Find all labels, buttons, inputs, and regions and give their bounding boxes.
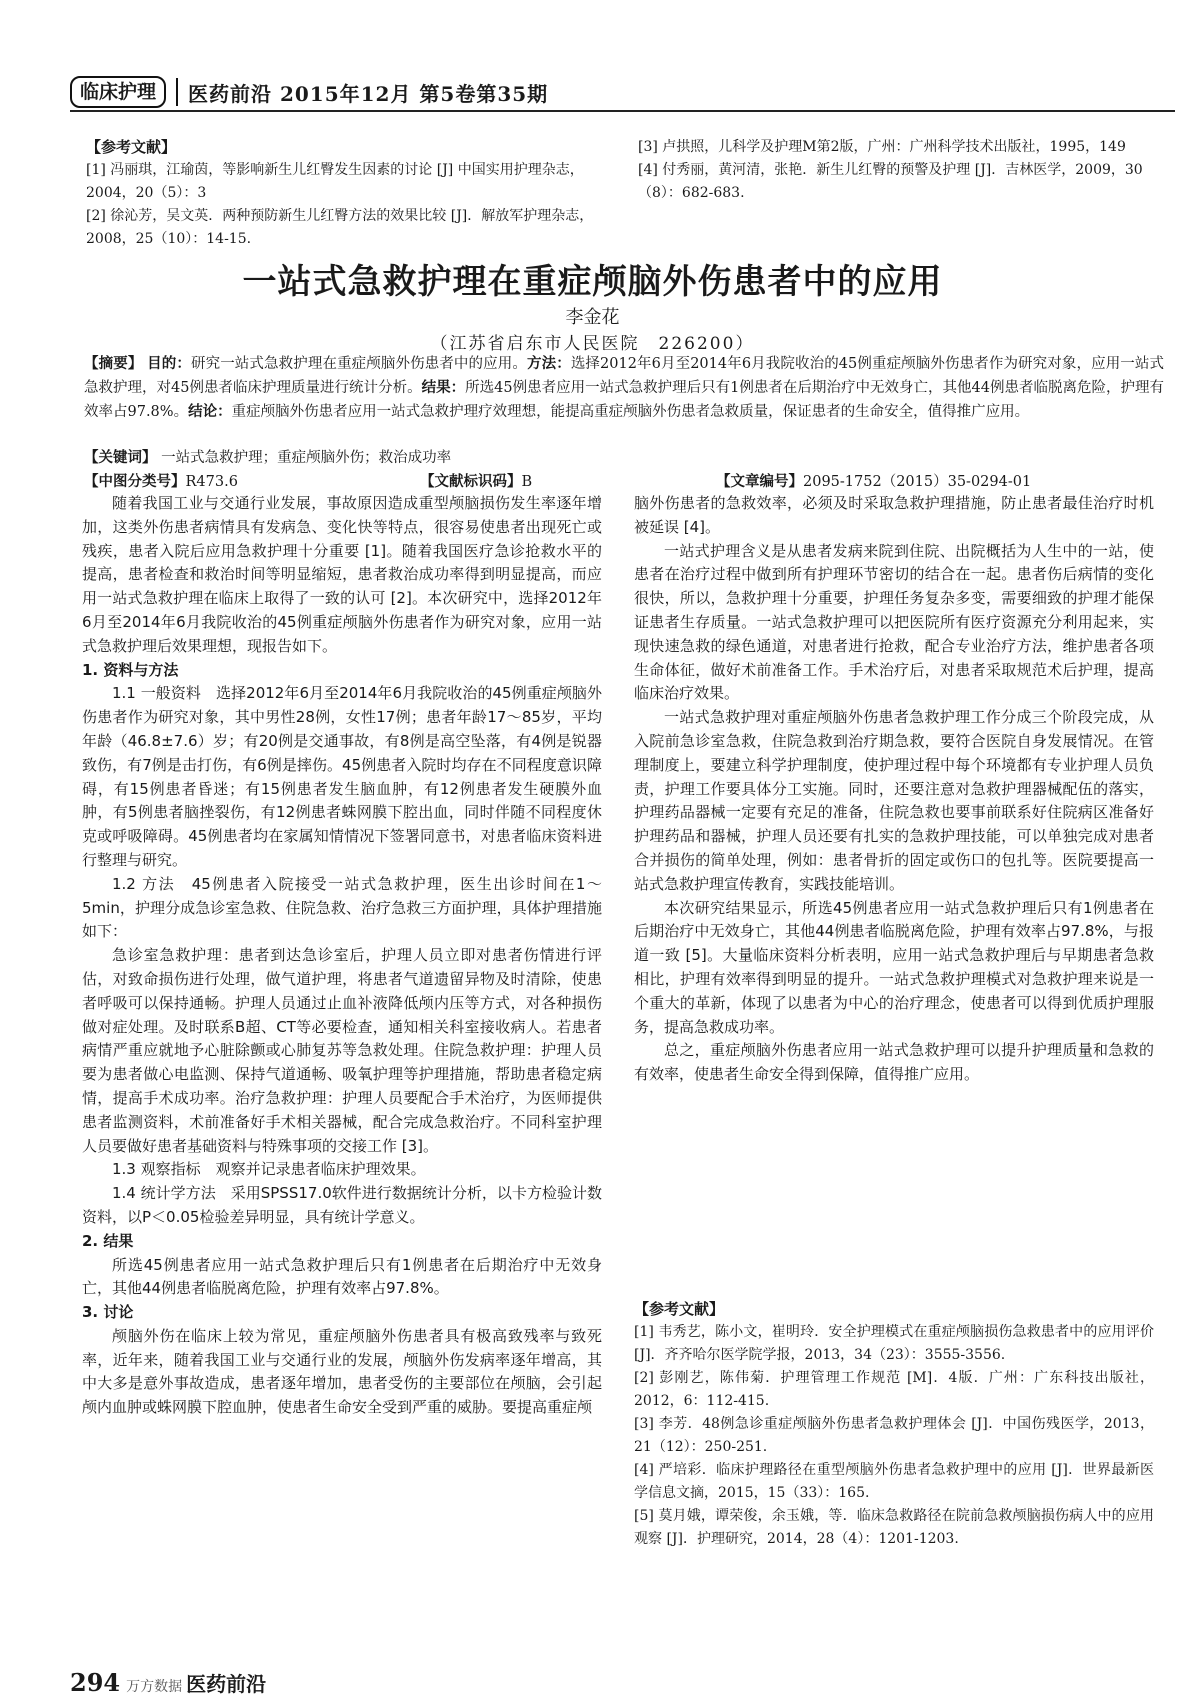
running-header bbox=[70, 74, 548, 110]
clc-label: 【中图分类号】 bbox=[84, 473, 186, 490]
abstract-objective: 研究一站式急救护理在重症颅脑外伤患者中的应用。 bbox=[190, 356, 527, 372]
prev-references-heading: 【参考文献】 bbox=[86, 138, 177, 156]
article-affiliation: （江苏省启东市人民医院 226200） bbox=[430, 334, 755, 354]
article-author: 李金花 bbox=[565, 307, 620, 328]
section-badge: 临床护理 bbox=[70, 76, 166, 108]
one-stop-definition-paragraph: 一站式护理含义是从患者发病来院到住院、出院概括为人生中的一站，使患者在治疗过程中做到所有护理环节密切的结合在一起。患者伤后病情的变化很快，所以，急救护理十分重要，护理任务复杂多变，需要细致的护理才能保证患者生存质量。一站式急救护理可以把医院所有医疗资源充分利用起来，实现快速急救的绿色通道，对患者进行抢救，配合专业治疗方法，维护患者各项生命体征，做好术前准备工作。手术治疗后，对患者采取规范术后护理，提高临床治疗效果。 bbox=[634, 541, 1154, 703]
page-number: 294 bbox=[70, 1668, 121, 1697]
document-code bbox=[420, 470, 532, 491]
reference-item: [2] 徐沁芳，吴文英．两种预防新生儿红臀方法的效果比较 [J]．解放军护理杂志，2008，25（10）：14-15. bbox=[86, 208, 594, 247]
study-results-paragraph: 本次研究结果显示，所选45例患者应用一站式急救护理后只有1例患者在后期治疗中无效身亡，其他44例患者临脱离危险，护理有效率占97.8%，与报道一致 [5]。大量临床资料分析表明，应用一站式急救护理后与早期患者急救相比，护理有效率得到明显的提升。一站式急救护理模式对急救护理来说是一个重大的革新，体现了以患者为中心的治疗理念，使患者可以得到优质护理服务，提高急救成功率。 bbox=[634, 898, 1154, 1036]
conclusion-paragraph: 总之，重症颅脑外伤患者应用一站式急救护理可以提升护理质量和急救的有效率，使患者生命安全得到保障，值得推广应用。 bbox=[634, 1041, 1154, 1084]
doc-code-label: 【文献标识码】 bbox=[420, 473, 522, 490]
reference-item: [4] 付秀丽，黄河清，张艳．新生儿红臀的预警及护理 [J]．吉林医学，2009，30（8）：682-683. bbox=[638, 162, 1143, 201]
method-paragraph: 1.2 方法 45例患者入院接受一站式急救护理，医生出诊时间在1～5min，护理分成急诊室急救、住院急救、治疗急救三方面护理，具体护理措施如下： bbox=[82, 874, 602, 941]
results-paragraph: 所选45例患者应用一站式急救护理后只有1例患者在后期治疗中无效身亡，其他44例患者临脱离危险，护理有效率占97.8%。 bbox=[82, 1255, 602, 1298]
journal-info: 医药前沿 2015年12月 第5卷第35期 bbox=[188, 81, 549, 106]
article-number-label: 【文章编号】 bbox=[716, 473, 803, 490]
abstract-result: 所选45例患者应用一站式急救护理后只有1例患者在后期治疗中无效身亡，其他44例患者临脱离危险，护理有效率占97.8%。 bbox=[84, 380, 1165, 420]
page-footer bbox=[70, 1668, 266, 1697]
prev-references-left bbox=[86, 136, 606, 251]
body-column-right bbox=[634, 492, 1154, 1087]
abstract-result-label: 结果： bbox=[421, 379, 466, 396]
watermark: 万方数据 bbox=[126, 1679, 183, 1695]
prev-references-right bbox=[638, 136, 1158, 205]
abstract-objective-label: 目的： bbox=[147, 355, 191, 372]
section-heading-methods: 1. 资料与方法 bbox=[82, 660, 179, 679]
section-heading-results: 2. 结果 bbox=[82, 1231, 134, 1250]
observation-paragraph: 1.3 观察指标 观察并记录患者临床护理效果。 bbox=[112, 1160, 426, 1179]
statistics-paragraph: 1.4 统计学方法 采用SPSS17.0软件进行数据统计分析，以卡方检验计数资料，以P＜0.05检验差异明显，具有统计学意义。 bbox=[82, 1184, 602, 1226]
abstract-conclusion-label: 结论： bbox=[188, 403, 232, 420]
abstract-method-label: 方法： bbox=[526, 355, 571, 372]
section-heading-discussion: 3. 讨论 bbox=[82, 1303, 134, 1322]
emergency-care-paragraph: 急诊室急救护理：患者到达急诊室后，护理人员立即对患者伤情进行评估，对致命损伤进行处理，做气道护理，将患者气道遗留异物及时清除，使患者呼吸可以保持通畅。护理人员通过止血补液降低颅内压等方式，对各种损伤做对症处理。及时联系B超、CT等必要检查，通知相关科室接收病人。若患者病情严重应就地予心脏除颤或心肺复苏等急救处理。住院急救护理：护理人员要为患者做心电监测、保持气道通畅、吸氧护理等护理措施，帮助患者稳定病情，提高手术成功率。治疗急救护理：护理人员要配合手术治疗，为医师提供患者监测资料，术前准备好手术相关器械，配合完成急救治疗。不同科室护理人员要做好患者基础资料与特殊事项的交接工作 [3]。 bbox=[82, 946, 602, 1155]
article-title: 一站式急救护理在重症颅脑外伤患者中的应用 bbox=[242, 262, 943, 302]
reference-item: [2] 彭刚艺，陈伟菊．护理管理工作规范 [M]．4版．广州：广东科技出版社，2012，6：112-415. bbox=[634, 1370, 1154, 1409]
abstract-label: 【摘要】 bbox=[84, 355, 143, 372]
reference-item: [4] 严培彩．临床护理路径在重型颅脑外伤患者急救护理中的应用 [J]．世界最新医学信息文摘，2015，15（33）：165. bbox=[634, 1462, 1154, 1501]
article-number bbox=[716, 470, 1031, 491]
keywords-text: 一站式急救护理；重症颅脑外伤；救治成功率 bbox=[161, 450, 452, 466]
keywords-label: 【关键词】 bbox=[84, 449, 157, 466]
three-stage-paragraph: 一站式急救护理对重症颅脑外伤患者急救护理工作分成三个阶段完成，从入院前急诊室急救，住院急救到治疗期急救，要符合医院自身发展情况。在管理制度上，要建立科学护理制度，使护理过程中每个环境都有专业护理人员负责，护理工作要具体分工实施。同时，还要注意对急救护理器械配伍的落实，护理药品器械一定要有充足的准备，住院急救也要事前联系好住院病区准备好护理药品和器械，护理人员还要有扎实的急救护理技能，可以单独完成对患者合并损伤的简单处理，例如：患者骨折的固定或伤口的包扎等。医院要提高一站式急救护理宣传教育，实践技能培训。 bbox=[634, 708, 1154, 893]
doc-code-value: B bbox=[521, 474, 533, 490]
discussion-paragraph: 颅脑外伤在临床上较为常见，重症颅脑外伤患者具有极高致残率与致死率，近年来，随着我国工业与交通行业的发展，颅脑外伤发病率逐年增高，其中大多是意外事故造成，患者逐年增加，患者受伤的主要部位在颅脑，会引起颅内血肿或蛛网膜下腔血肿，使患者生命安全受到严重的威胁。要提高重症颅 bbox=[82, 1326, 602, 1417]
abstract-conclusion: 重症颅脑外伤患者应用一站式急救护理疗效理想，能提高重症颅脑外伤患者急救质量，保证患者的生命安全，值得推广应用。 bbox=[231, 404, 1030, 420]
references-heading: 【参考文献】 bbox=[634, 1300, 725, 1318]
header-divider bbox=[176, 78, 178, 106]
reference-item: [5] 莫月娥，谭荣俊，余玉娥，等．临床急救路径在院前急救颅脑损伤病人中的应用观察 [J]．护理研究，2014，28（4）：1201-1203. bbox=[634, 1508, 1154, 1547]
abstract bbox=[84, 352, 1164, 424]
reference-item: [3] 卢拱照，儿科学及护理M第2版，广州：广州科学技术出版社，1995，149 bbox=[638, 139, 1126, 155]
references bbox=[634, 1298, 1154, 1551]
intro-paragraph: 随着我国工业与交通行业发展，事故原因造成重型颅脑损伤发生率逐年增加，这类外伤患者病情具有发病急、变化快等特点，很容易使患者出现死亡或残疾，患者入院后应用急救护理十分重要 [1]。随着我国医疗急诊抢救水平的提高，患者检查和救治时间等明显缩短，患者救治成功率得到明显提高，而应用一站式急救护理在临床上取得了一致的认可 [2]。本次研究中，选择2012年6月至2014年6月我院收治的45例重症颅脑外伤患者作为研究对象，应用一站式急救护理后效果理想，现报告如下。 bbox=[82, 494, 602, 655]
keywords bbox=[84, 446, 451, 467]
clc-value: R473.6 bbox=[185, 474, 238, 490]
body-column-left bbox=[82, 492, 602, 1420]
clc-number bbox=[84, 470, 238, 491]
footer-journal: 医药前沿 bbox=[186, 1672, 267, 1696]
reference-item: [1] 韦秀艺，陈小文，崔明玲．安全护理模式在重症颅脑损伤急救患者中的应用评价 [J]．齐齐哈尔医学院学报，2013，34（23）：3555-3556. bbox=[634, 1324, 1154, 1363]
reference-item: [1] 冯丽琪，江瑜茵，等影响新生儿红臀发生因素的讨论 [J] 中国实用护理杂志，2004，20（5）：3 bbox=[86, 162, 584, 201]
article-number-value: 2095-1752（2015）35-0294-01 bbox=[803, 474, 1032, 490]
reference-item: [3] 李芳．48例急诊重症颅脑外伤患者急救护理体会 [J]．中国伤残医学，2013，21（12）：250-251. bbox=[634, 1416, 1154, 1455]
discussion-continued: 脑外伤患者的急救效率，必须及时采取急救护理措施，防止患者最佳治疗时机被延误 [4]。 bbox=[634, 494, 1154, 536]
general-data-paragraph: 1.1 一般资料 选择2012年6月至2014年6月我院收治的45例重症颅脑外伤患者作为研究对象，其中男性28例，女性17例；患者年龄17～85岁，平均年龄（46.8±7.6）岁；有20例是交通事故，有8例是高空坠落，有4例是锐器致伤，有7例是击打伤，有6例是摔伤。45例患者入院时均存在不同程度意识障碍，有15例患者昏迷；有15例患者发生脑血肿，有12例患者发生硬膜外血肿，有5例患者脑挫裂伤，有12例患者蛛网膜下腔出血，同时伴随不同程度休克或呼吸障碍。45例患者均在家属知情情况下签署同意书，对患者临床资料进行整理与研究。 bbox=[82, 684, 602, 869]
header-rule bbox=[70, 110, 1175, 112]
abstract-method: 选择2012年6月至2014年6月我院收治的45例重症颅脑外伤患者作为研究对象，应用一站式急救护理，对45例患者临床护理质量进行统计分析。 bbox=[84, 356, 1165, 396]
